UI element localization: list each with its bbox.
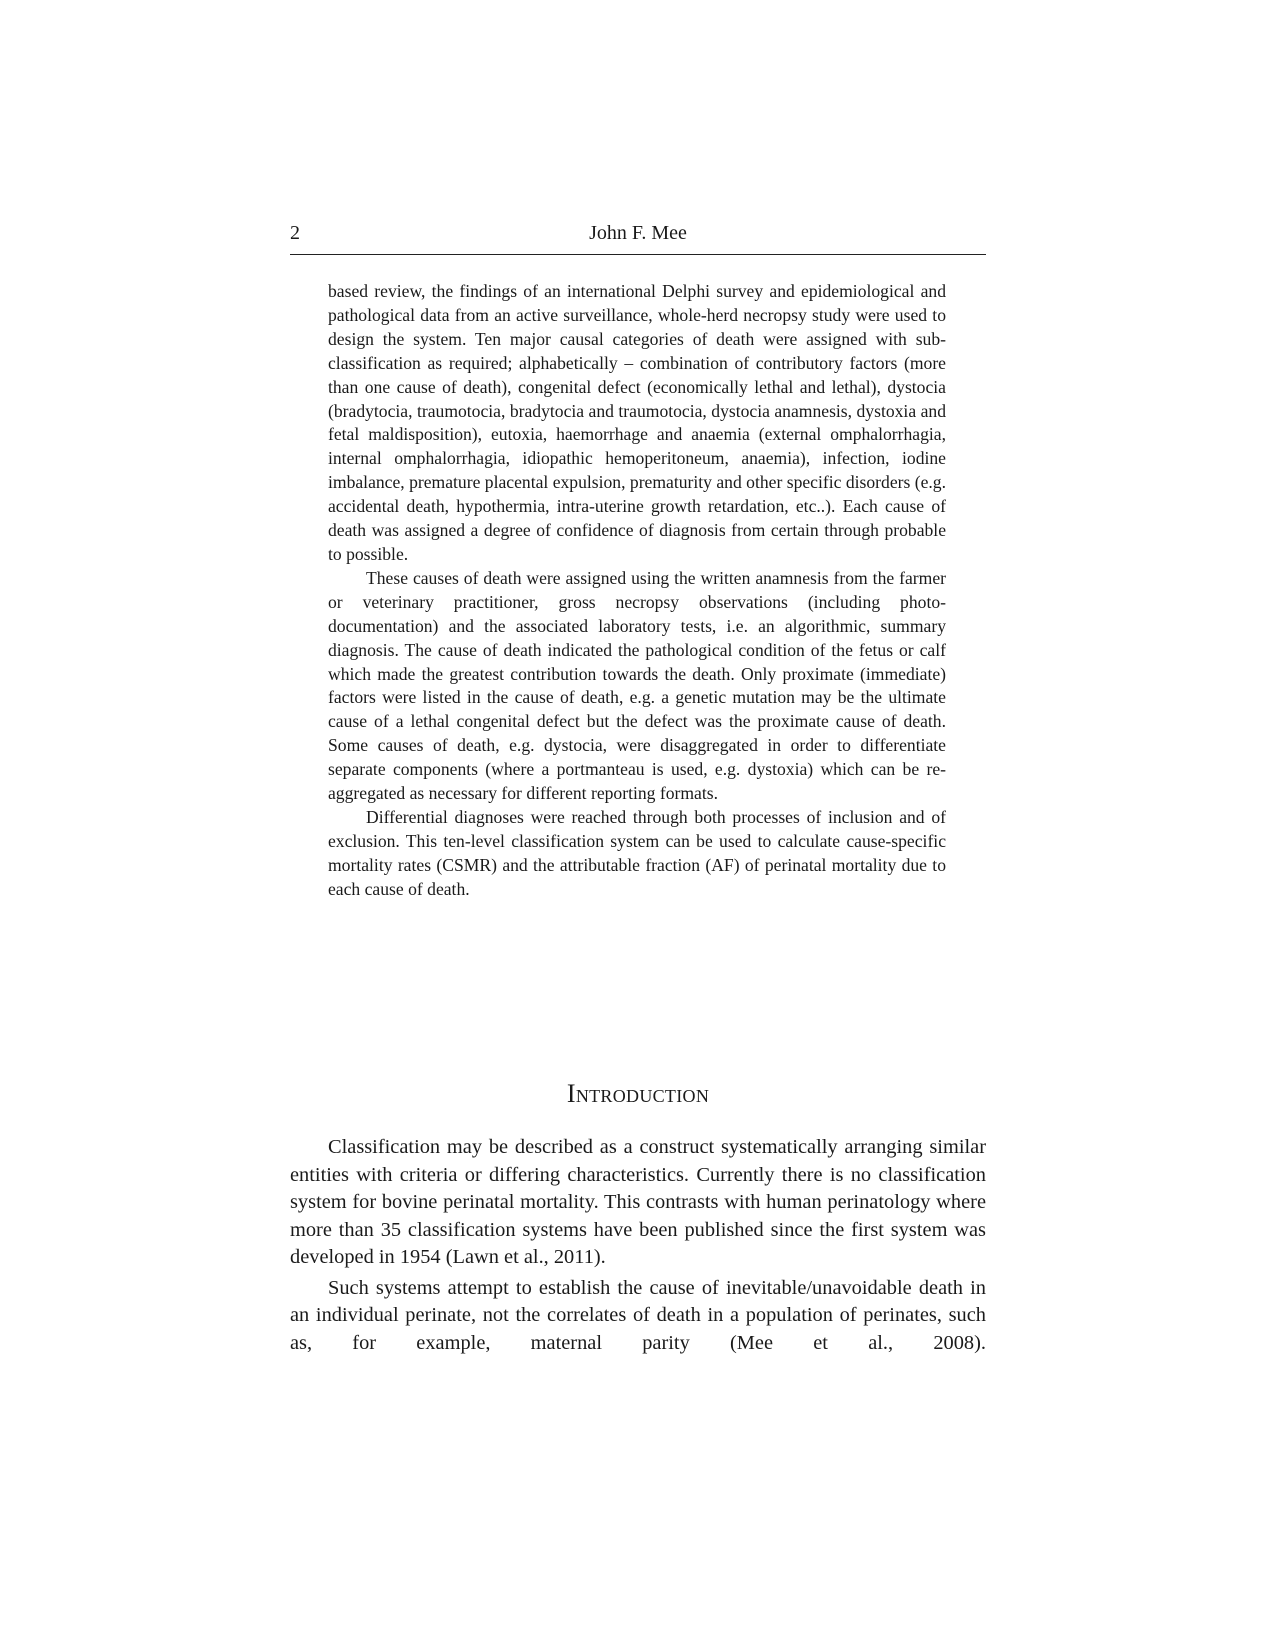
introduction-body xyxy=(290,1134,986,1357)
abstract-block xyxy=(328,280,946,902)
section-heading-introduction: Introduction xyxy=(566,1079,710,1108)
abstract-paragraph: based review, the findings of an international Delphi survey and epidemiological and pathological data from an active surveillance, whole-herd necropsy study were used to design the system. Ten major causal categories of death were assigned with sub-classification as required; alphabetically – combination of contributory factors (more than one cause of death), congenital defect (economically lethal and lethal), dystocia (bradytocia, traumotocia, bradytocia and traumotocia, dystocia anamnesis, dystoxia and fetal maldisposition), eutoxia, haemorrhage and anaemia (external omphalorrhagia, internal omphalorrhagia, idiopathic hemoperitoneum, anaemia), infection, iodine imbalance, premature placental expulsion, prematurity and other specific disorders (e.g. accidental death, hypothermia, intra-uterine growth retardation, etc..). Each cause of death was assigned a degree of confidence of diagnosis from certain through probable to possible. xyxy=(328,281,946,564)
body-paragraph: Classification may be described as a construct systematically arranging similar entities with criteria or differing characteristics. Currently there is no classification system for bovine perinatal mortality. This contrasts with human perinatology where more than 35 classification systems have been published since the first system was developed in 1954 (Lawn et al., 2011). xyxy=(290,1136,986,1268)
abstract-paragraph: These causes of death were assigned using the written anamnesis from the farmer or veterinary practitioner, gross necropsy observations (including photo-documentation) and the associated laboratory tests, i.e. an algorithmic, summary diagnosis. The cause of death indicated the pathological condition of the fetus or calf which made the greatest contribution towards the death. Only proximate (immediate) factors were listed in the cause of death, e.g. a genetic mutation may be the ultimate cause of a lethal congenital defect but the defect was the proximate cause of death. Some causes of death, e.g. dystocia, were disaggregated in order to differentiate separate components (where a portmanteau is used, e.g. dystoxia) which can be re-aggregated as necessary for different reporting formats. xyxy=(328,567,946,804)
running-header xyxy=(290,220,986,255)
page-number: 2 xyxy=(290,222,300,244)
body-paragraph: Such systems attempt to establish the cause of inevitable/unavoidable death in an individual perinate, not the correlates of death in a population of perinates, such as, for example, maternal parity (Mee et al., 2008). xyxy=(290,1276,986,1354)
abstract-paragraph: Differential diagnoses were reached through both processes of inclusion and of exclusion. This ten-level classification system can be used to calculate cause-specific mortality rates (CSMR) and the attributable fraction (AF) of perinatal mortality due to each cause of death. xyxy=(328,806,946,899)
running-header-author: John F. Mee xyxy=(589,222,687,244)
